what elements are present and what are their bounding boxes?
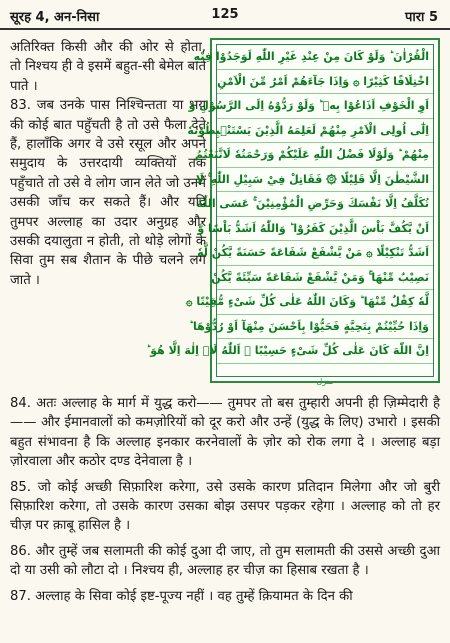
surah-title: सूरह 4, अन-निसा <box>10 10 100 25</box>
page-header <box>0 0 450 30</box>
arabic-line: تُكَلَّفُ اِلَّا نَفْسَكَ وَحَرِّضِ الْمُؤْمِنِيْنَ ۚ عَسَى اللّٰهُ <box>217 192 433 217</box>
translation-paragraph: अतिरिक्त किसी और की ओर से होता, तो निश्चय ही वे इसमें बहुत-सी बेमेल बातें पाते । <box>10 40 206 94</box>
para-label: पारा 5 <box>404 10 438 25</box>
arabic-line: اَشَدُّ تَنْكِيْلًا ۞ مَنْ يَّشْفَعْ شَفَاعَةً حَسَنَةً يَّكُنْ لَّهٗ <box>217 241 433 266</box>
arabic-line: الْقُرْاٰنَ ؕ وَلَوْ كَانَ مِنْ عِنْدِ غَيْرِ اللّٰهِ لَوَجَدُوْا فِيْهِ <box>217 45 433 70</box>
arabic-line: اَوِ الْخَوْفِ اَذَاعُوْا بِهٖ ؕ وَلَوْ رَدُّوْهُ اِلَى الرَّسُوْلِ وَ <box>217 94 433 119</box>
translation-paragraph: 84. अतः अल्लाह के मार्ग में युद्ध करो—— तुमपर तो बस तुम्हारी अपनी ही ज़िम्मेदारी है—— और ईमानवालों को कमज़ोरियों को दूर करो और उन्हें (युद्ध के लिए) उभारो । इसकी बहुत संभावना है कि अल्लाह इनकार करनेवालों के ज़ोर को रोक लगा दे । अल्लाह बड़ा ज़ोरवाला और कठोर दण्ड देनेवाला है । <box>10 396 440 470</box>
translation-paragraph: 83. जब उनके पास निश्चिन्तता या भय की कोई बात पहुँचती है तो उसे फैला देते हैं, हालाँकि अगर वे उसे रसूल और अपने समुदाय के उत्तरदायी व्यक्तियों तक पहुँचाते तो उसे वे लोग जान लेते जो उनमें उसकी जाँच कर सकते हैं। और यदि तुमपर अल्लाह का उदार अनुग्रह और उसकी दयालुता न होती, तो थोड़े लोगों के सिवा तुम सब शैतान के पीछे चलने लग जाते । <box>10 98 206 288</box>
arabic-text-box <box>146 38 440 383</box>
arabic-line: وَاِذَا حُيِّيْتُمْ بِتَحِيَّةٍ فَحَيُّوْا بِاَحْسَنَ مِنْهَآ اَوْ رُدُّوْهَا ؕ <box>217 315 433 340</box>
translation-paragraph: 86. और तुम्हें जब सलामती की कोई दुआ दी जाए, तो तुम सलामती की उससे अच्छी दुआ दो या उसी को लौटा दो । निश्चय ही, अल्लाह हर चीज़ का हिसाब रखता है । <box>10 543 440 579</box>
translation-paragraph: 87. अल्लाह के सिवा कोई इष्ट-पूज्य नहीं । वह तुम्हें क़ियामत के दिन की <box>10 588 353 604</box>
left-translation-column <box>10 38 206 290</box>
manzil-ornament: منزل <box>316 377 334 386</box>
arabic-line: اِنَّ اللّٰهَ كَانَ عَلٰى كُلِّ شَىْءٍ حَسِيْبًا ۞ اَللّٰهُ لَاۤ اِلٰهَ اِلَّا هُوَ ؕ <box>217 339 433 364</box>
page-number: 125 <box>211 7 239 22</box>
translation-paragraph: 85. जो कोई अच्छी सिफ़ारिश करेगा, उसे उसके कारण प्रतिदान मिलेगा और जो बुरी सिफ़ारिश करेगा, तो उसके कारण उसका बोझ उसपर पड़कर रहेगा । अल्लाह को तो हर चीज़ पर क़ाबू हासिल है । <box>10 479 440 534</box>
arabic-line: اخْتِلَافًا كَثِيْرًا ۞ وَاِذَا جَآءَهُمْ اَمْرٌ مِّنَ الْاَمْنِ <box>217 70 433 95</box>
arabic-line: لَّهٗ كِفْلٌ مِّنْهَا ؕ وَكَانَ اللّٰهُ عَلٰى كُلِّ شَىْءٍ مُّقِيْتًا ۞ <box>217 290 433 315</box>
arabic-line: الشَّيْطٰنَ اِلَّا قَلِيْلًا ۞ فَقَاتِلْ فِيْ سَبِيْلِ اللّٰهِ ۚ لَا <box>217 168 433 193</box>
arabic-line: مِنْهُمْ ؕ وَلَوْلَا فَضْلُ اللّٰهِ عَلَيْكُمْ وَرَحْمَتُهٗ لَاتَّبَعْتُمُ <box>217 143 433 168</box>
arabic-line: نَصِيْبٌ مِّنْهَا ۚ وَمَنْ يَّشْفَعْ شَفَاعَةً سَيِّئَةً يَّكُنْ <box>217 266 433 291</box>
arabic-line: اَنْ يَّكُفَّ بَاْسَ الَّذِيْنَ كَفَرُوْا ؕ وَاللّٰهُ اَشَدُّ بَاْسًا وَّ <box>217 217 433 242</box>
full-width-translation <box>10 394 440 612</box>
arabic-text-frame <box>146 44 434 377</box>
arabic-line: اِلٰٓى اُولِى الْاَمْرِ مِنْهُمْ لَعَلِمَهُ الَّذِيْنَ يَسْتَنْۢبِطُوْنَهٗ <box>217 119 433 144</box>
